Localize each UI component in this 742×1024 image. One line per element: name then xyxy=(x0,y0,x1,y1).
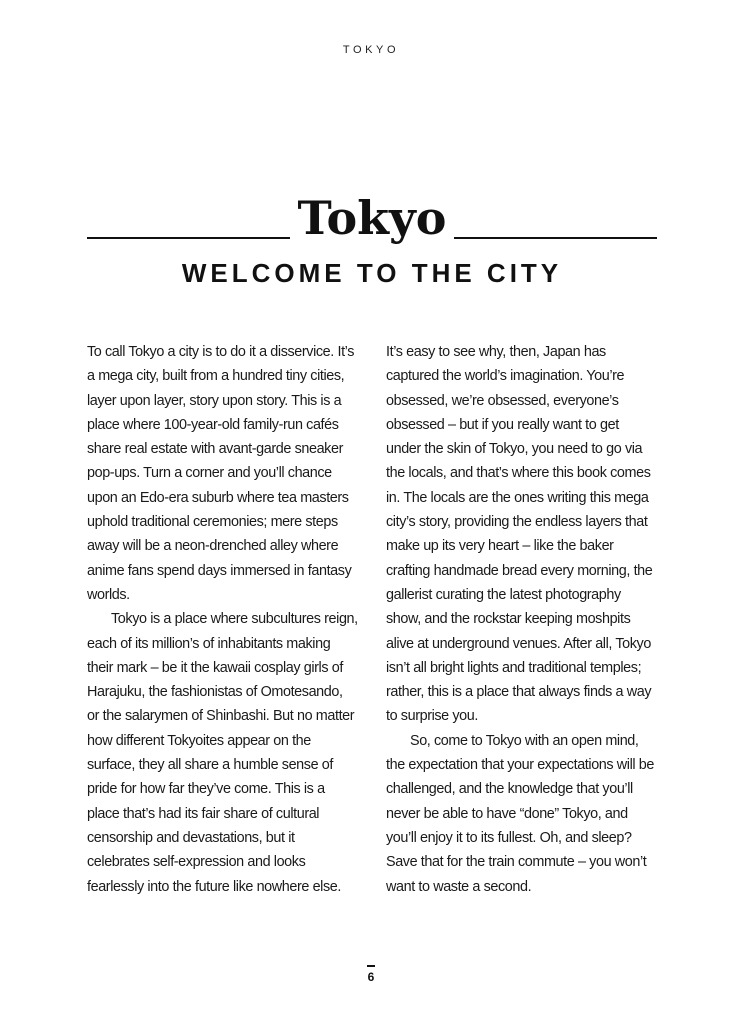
title-block xyxy=(87,190,657,289)
page-title xyxy=(87,190,657,246)
paragraph: It’s easy to see why, then, Japan has captured the world’s imagination. You’re obsessed, we’re obsessed, everyone’s obsessed – but if you really want to get under the skin of Tokyo, you need to go via the locals, and that’s where this book comes in. The locals are the ones writing this mega city’s story, providing the endless layers that make up its very heart – like the baker crafting handmade bread every morning, the gallerist curating the latest photography show, and the rockstar keeping moshpits alive at underground venues. After all, Tokyo isn’t all bright lights and traditional temples; rather, this is a place that always finds a way to surprise you. xyxy=(386,344,653,725)
running-head: TOKYO xyxy=(342,44,400,56)
page-subtitle: WELCOME TO THE CITY xyxy=(181,258,563,288)
page-number-text: 6 xyxy=(367,970,375,984)
folio-bar xyxy=(367,965,375,967)
title-rule-wrap xyxy=(87,190,657,246)
page-number xyxy=(0,965,742,984)
paragraph: To call Tokyo a city is to do it a disservice. It’s a mega city, built from a hundred tiny cities, layer upon layer, story upon story. This is a place where 100-year-old family-run cafés share real estate with avant-garde sneaker pop-ups. Turn a corner and you’ll chance upon an Edo-era suburb where tea masters uphold traditional ceremonies; mere steps away will be a neon-drenched alley where anime fans spend days immersed in fantasy worlds. xyxy=(87,344,354,603)
paragraph: So, come to Tokyo with an open mind, the expectation that your expectations will be challenged, and the knowledge that you’ll never be able to have “done” Tokyo, and you’ll enjoy it to its fullest. Oh, and sleep? Save that for the train commute – you won’t want to waste a second. xyxy=(386,732,654,895)
body-columns xyxy=(87,340,657,899)
left-column xyxy=(87,340,358,899)
right-column xyxy=(386,340,657,899)
paragraph: Tokyo is a place where subcultures reign, each of its million’s of inhabitants making their mark – be it the kawaii cosplay girls of Harajuku, the fashionistas of Omotesando, or the salarymen of Shinbashi. But no matter how different Tokyoites appear on the surface, they all share a humble sense of pride for how far they’ve come. This is a place that’s had its fair share of cultural censorship and devastations, but it celebrates self-expression and looks fearlessly into the future like nowhere else. xyxy=(87,611,358,895)
page-title-text: Tokyo xyxy=(290,191,455,245)
